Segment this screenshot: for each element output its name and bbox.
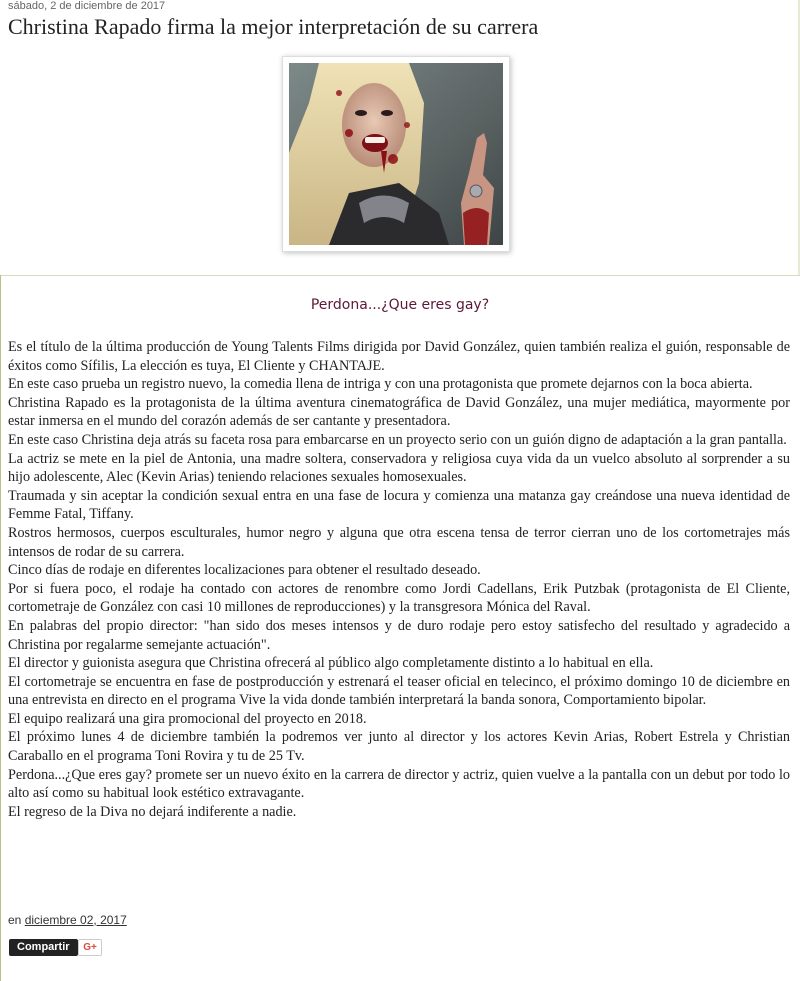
paragraph: En este caso Christina deja atrás su faceta rosa para embarcarse en un proyecto serio con un guión digno de adaptación a la gran pantalla. [8, 431, 787, 448]
post-photo [289, 63, 503, 245]
paragraph: Perdona...¿Que eres gay? promete ser un nuevo éxito en la carrera de director y actriz, quien vuelve a la pantalla con un debut por todo lo alto así como su habitual look estético extravagante. [8, 766, 790, 802]
post-subtitle: Perdona...¿Que eres gay? [310, 297, 490, 313]
paragraph: Rostros hermosos, cuerpos esculturales, humor negro y alguna que otra escena tensa de terror cierran uno de los cortometrajes más intensos de rodar de su carrera. [8, 524, 790, 560]
paragraph: La actriz se mete en la piel de Antonia, una madre soltera, conservadora y religiosa cuya vida da un vuelco absoluto al sorprender a su hijo adolescente, Alec (Kevin Arias) teniendo relaciones sexuales homosexuales. [8, 450, 790, 486]
post-date: sábado, 2 de diciembre de 2017 [8, 0, 166, 12]
content-frame-left [0, 275, 1, 981]
paragraph: El próximo lunes 4 de diciembre también la podremos ver junto al director y los actores Kevin Arias, Robert Estrela y Christian Caraballo en el programa Toni Rovira y tu de 25 Tv. [8, 729, 790, 765]
content-frame-top [0, 275, 800, 276]
paragraph: Christina Rapado es la protagonista de la última aventura cinematográfica de David González, una mujer mediática, mayormente por estar inmersa en el mundo del corazón además de ser cantante y presentadora. [8, 394, 790, 430]
footer-prefix: en [8, 913, 22, 927]
paragraph: El cortometraje se encuentra en fase de postproducción y estrenará el teaser oficial en telecinco, el próximo domingo 10 de diciembre en una entrevista en directo en el programa Vive la vida donde también interpretará la banda sonora, Comportamiento bipolar. [8, 673, 790, 709]
post-title: Christina Rapado firma la mejor interpretación de su carrera [8, 14, 539, 39]
post-date-link[interactable]: diciembre 02, 2017 [24, 913, 127, 927]
post-footer [8, 913, 127, 927]
post-image[interactable] [282, 56, 510, 252]
share-button[interactable]: Compartir [9, 939, 78, 956]
paragraph: El equipo realizará una gira promocional del proyecto en 2018. [8, 710, 367, 727]
google-plus-share-button[interactable]: G+ [78, 939, 102, 956]
paragraph: El regreso de la Diva no dejará indiferente a nadie. [8, 803, 297, 820]
paragraph: En palabras del propio director: "han sido dos meses intensos y de duro rodaje pero estoy satisfecho del resultado y agradecido a Christina por regalarme semejante actuación". [8, 617, 790, 653]
paragraph: Traumada y sin aceptar la condición sexual entra en una fase de locura y comienza una matanza gay creándose una nueva identidad de Femme Fatal, Tiffany. [8, 487, 790, 523]
paragraph: Cinco días de rodaje en diferentes localizaciones para obtener el resultado deseado. [8, 562, 481, 579]
paragraph: Es el título de la última producción de Young Talents Films dirigida por David González, quien también realiza el guión, responsable de éxitos como Sífilis, La elección es tuya, El Cliente y CHANTAJE. [8, 339, 790, 374]
paragraph: Por si fuera poco, el rodaje ha contado con actores de renombre como Jordi Cadellans, Erik Putzbak (protagonista de El Cliente, cortometraje de González con casi 10 millones de reproducciones) y la transgresora Mónica del Raval. [8, 580, 790, 616]
paragraph: En este caso prueba un registro nuevo, la comedia llena de intriga y con una protagonista que promete dejarnos con la boca abierta. [8, 376, 753, 393]
post-body [8, 338, 790, 821]
paragraph: El director y guionista asegura que Christina ofrecerá al público algo completamente distinto a lo habitual en ella. [8, 655, 654, 672]
